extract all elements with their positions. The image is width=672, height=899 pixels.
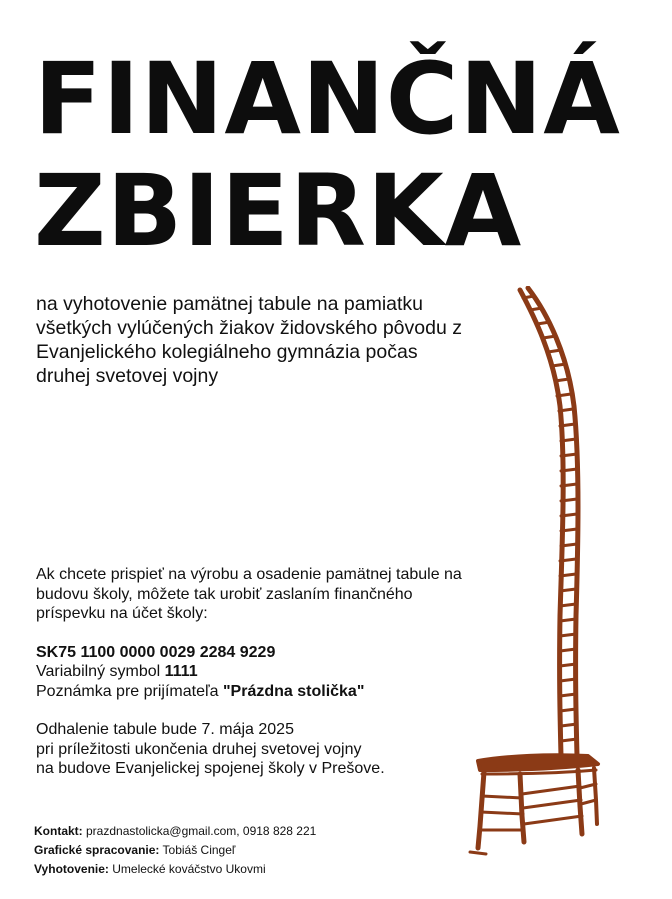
made-value: Umelecké kováčstvo Ukovmi <box>108 862 266 876</box>
chair-drawing <box>470 288 598 854</box>
contact-label: Kontakt: <box>34 824 83 838</box>
payment-note <box>36 682 476 702</box>
poster-title <box>34 44 621 268</box>
note-label: Poznámka pre prijímateľa <box>36 682 223 700</box>
donation-info <box>36 565 476 779</box>
graphics-label: Grafické spracovanie: <box>34 843 160 857</box>
reveal-line-1: Odhalenie tabule bude 7. mája 2025 <box>36 721 294 738</box>
made-label: Vyhotovenie: <box>34 862 109 876</box>
made-line <box>34 860 316 879</box>
intro-text: Ak chcete prispieť na výrobu a osadenie pamätnej tabule na budovu školy, môžete tak urobiť zaslaním finančného príspevku na účet školy: <box>36 566 462 622</box>
reveal-line-3: na budove Evanjelickej spojenej školy v Prešove. <box>36 760 385 777</box>
variable-symbol <box>36 662 476 682</box>
title-line-2: ZBIERKA <box>34 154 523 269</box>
contact-line <box>34 822 316 841</box>
vs-label: Variabilný symbol <box>36 663 165 680</box>
reveal-line-2: pri príležitosti ukončenia druhej svetovej vojny <box>36 740 362 758</box>
graphics-value: Tobiáš Cingeľ <box>159 843 236 857</box>
vs-value: 1111 <box>164 663 198 680</box>
subtitle: na vyhotovenie pamätnej tabule na pamiatku všetkých vylúčených žiakov židovského pôvodu z Evanjelického kolegiálneho gymnázia počas druhej svetovej vojny <box>36 293 462 387</box>
iban-number: SK75 1100 0000 0029 2284 9229 <box>36 643 276 661</box>
title-line-1: FINANČNÁ <box>34 42 621 157</box>
graphics-line <box>34 841 316 860</box>
contact-value: prazdnastolicka@gmail.com, 0918 828 221 <box>82 824 317 838</box>
credits <box>34 822 316 879</box>
note-value: "Prázdna stolička" <box>222 682 365 700</box>
tall-chair-illustration <box>468 286 618 866</box>
